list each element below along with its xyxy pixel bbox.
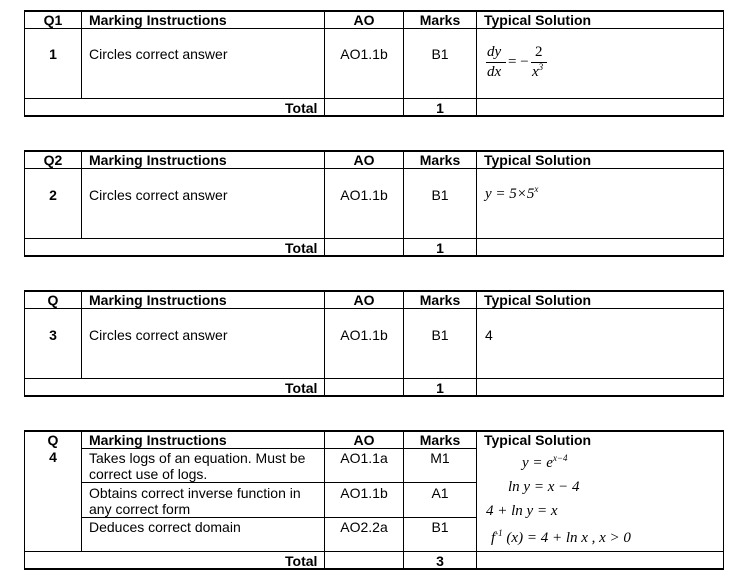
- question-number: 4: [49, 449, 57, 465]
- question-label: Q2: [43, 152, 63, 168]
- marking-instruction: correct use of logs.: [89, 466, 208, 482]
- ao-code: AO2.2a: [340, 519, 388, 535]
- marking-instructions-header: Marking Instructions: [89, 432, 227, 448]
- marking-instruction: Circles correct answer: [89, 46, 228, 62]
- marks-header: Marks: [419, 432, 461, 448]
- ao-header: AO: [353, 12, 375, 28]
- equals-minus: = −: [508, 54, 529, 70]
- ao-header: AO: [353, 432, 375, 448]
- ao-code: AO1.1a: [340, 450, 388, 466]
- marking-instruction: any correct form: [89, 501, 191, 517]
- ao-code: AO1.1b: [340, 485, 388, 501]
- total-label: Total: [285, 100, 318, 116]
- question-label: Q: [47, 432, 59, 448]
- numeric-solution: 4: [485, 327, 493, 343]
- marking-instruction: Obtains correct inverse function in: [89, 485, 301, 501]
- fraction-numerator: dy: [487, 44, 502, 60]
- marking-instructions-header: Marking Instructions: [89, 292, 227, 308]
- mark-code: B1: [431, 46, 449, 62]
- mark-code: M1: [430, 450, 450, 466]
- marks-header: Marks: [419, 12, 461, 28]
- marks-header: Marks: [419, 152, 461, 168]
- ao-code: AO1.1b: [340, 46, 388, 62]
- typical-solution-header: Typical Solution: [484, 292, 592, 308]
- total-label: Total: [285, 380, 318, 396]
- question-number: 3: [49, 327, 57, 343]
- total-marks: 1: [436, 100, 444, 116]
- mark-code: B1: [431, 519, 449, 535]
- question-label: Q: [47, 292, 59, 308]
- typical-solution-header: Typical Solution: [484, 12, 592, 28]
- total-marks: 1: [436, 240, 444, 256]
- question-number: 1: [49, 46, 57, 62]
- mark-code: A1: [431, 485, 449, 501]
- ao-header: AO: [353, 152, 375, 168]
- fraction-denominator: dx: [487, 64, 502, 80]
- exponential-solution: $y = 5\times 5^x$: [485, 184, 539, 202]
- ao-header: AO: [353, 292, 375, 308]
- marking-instructions-header: Marking Instructions: [89, 152, 227, 168]
- fraction-denominator: $x^3$: [532, 62, 544, 80]
- solution-line: ln y = x − 4: [508, 479, 580, 495]
- question-label: Q1: [43, 12, 63, 28]
- marking-instructions-header: Marking Instructions: [89, 12, 227, 28]
- solution-line: $y = e^{x-4}$: [522, 453, 568, 471]
- total-label: Total: [285, 240, 318, 256]
- question-number: 2: [49, 187, 57, 203]
- marking-instruction: Circles correct answer: [89, 327, 228, 343]
- typical-solution-header: Typical Solution: [484, 152, 592, 168]
- ao-code: AO1.1b: [340, 327, 388, 343]
- mark-code: B1: [431, 327, 449, 343]
- total-marks: 3: [436, 553, 444, 569]
- total-label: Total: [285, 553, 318, 569]
- marking-instruction: Takes logs of an equation. Must be: [89, 450, 306, 466]
- typical-solution-header: Typical Solution: [484, 432, 592, 448]
- marks-header: Marks: [419, 292, 461, 308]
- marking-instruction: Deduces correct domain: [89, 519, 241, 535]
- marking-instruction: Circles correct answer: [89, 187, 228, 203]
- solution-line: 4 + ln y = x: [486, 503, 558, 519]
- mark-code: B1: [431, 187, 449, 203]
- ao-code: AO1.1b: [340, 187, 388, 203]
- solution-line: $f^{-1}$ (x) = 4 + ln x , x > 0: [491, 528, 631, 546]
- fraction-numerator: 2: [535, 44, 543, 60]
- total-marks: 1: [436, 380, 444, 396]
